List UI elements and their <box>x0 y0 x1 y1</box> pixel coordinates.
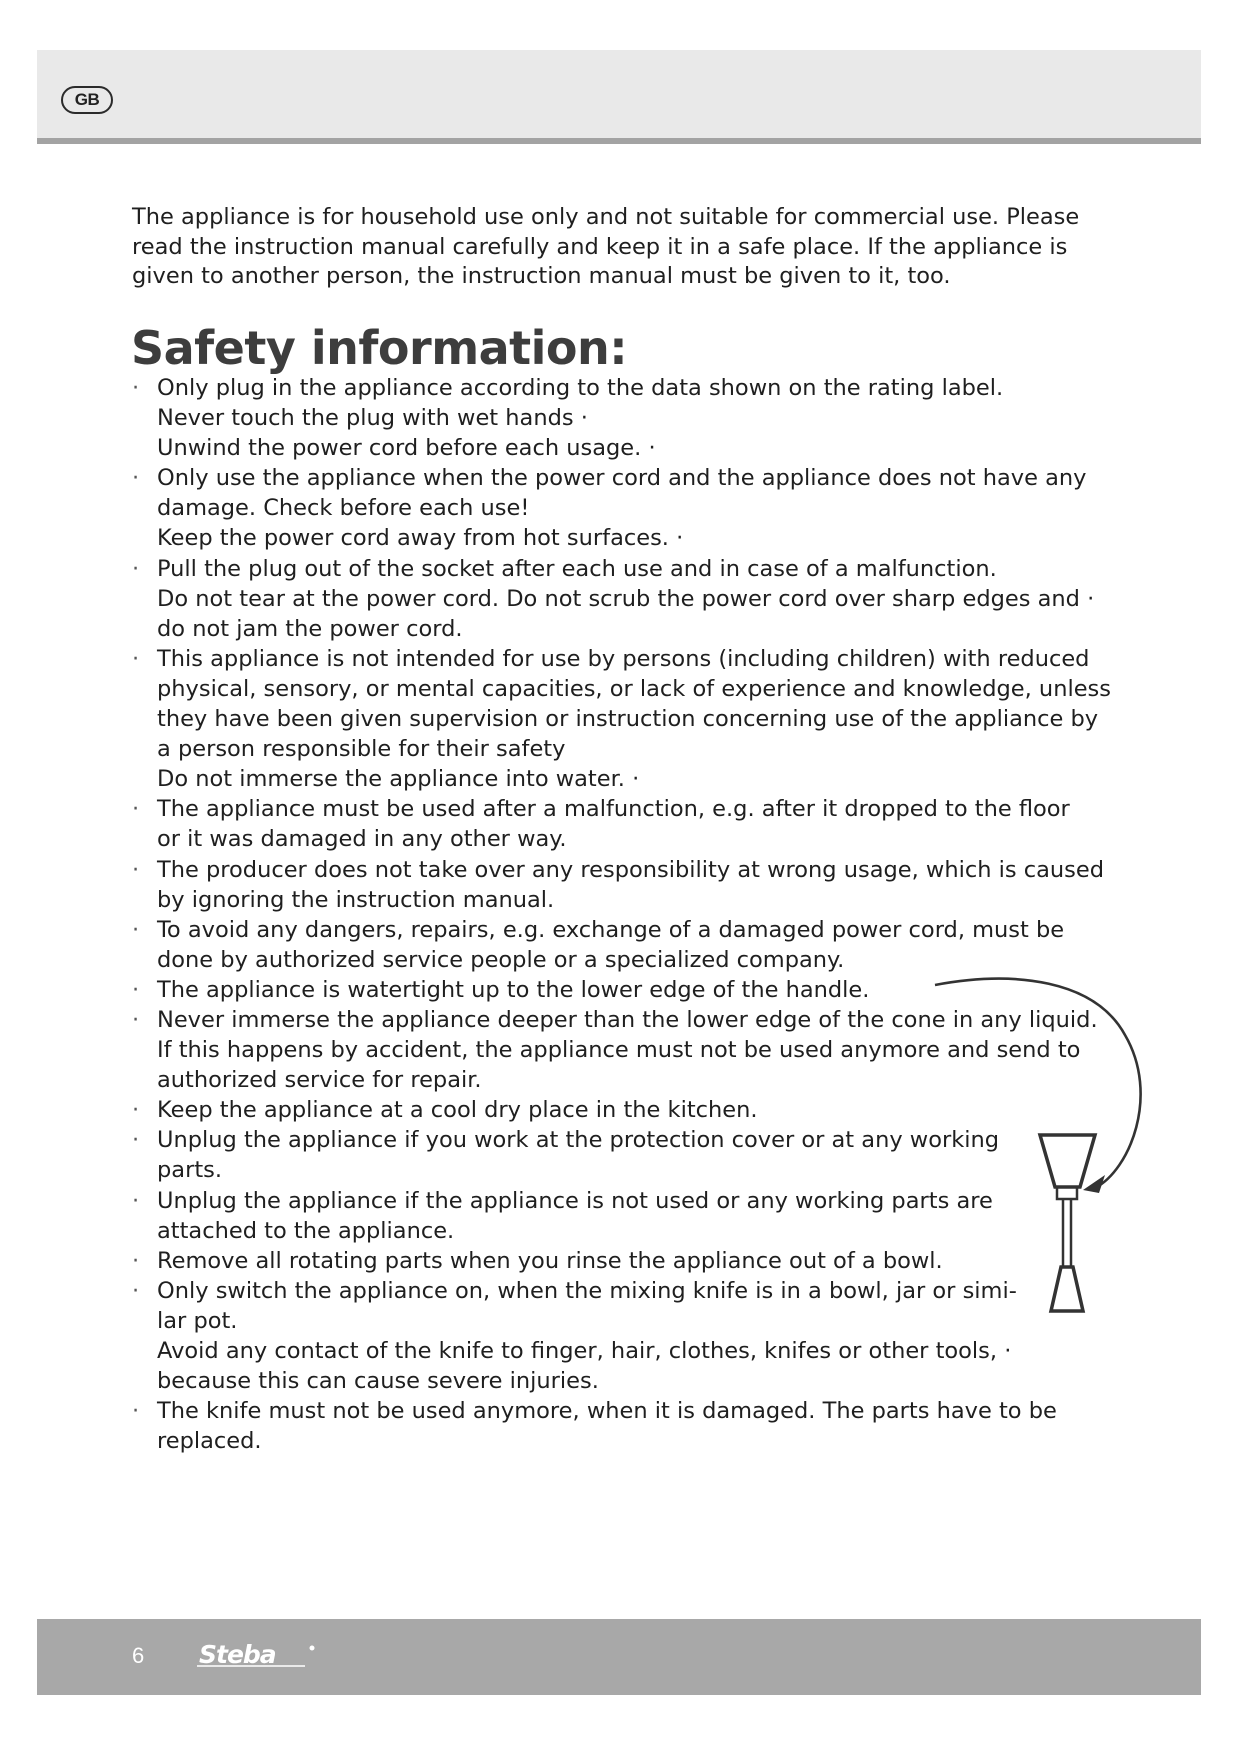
safety-text: a person responsible for their safety <box>157 736 566 763</box>
arrow-head-icon <box>1083 1175 1105 1193</box>
bullet-marker: · <box>132 796 140 823</box>
steba-logo <box>195 1639 325 1673</box>
bullet-marker: · <box>132 916 140 943</box>
safety-text: parts. <box>157 1157 223 1184</box>
safety-line <box>128 493 1138 523</box>
safety-text: Do not immerse the appliance into water. · <box>157 766 640 793</box>
safety-line <box>128 584 1138 614</box>
safety-text: If this happens by accident, the appliance must not be used anymore and send to <box>157 1037 1081 1064</box>
safety-line <box>128 1366 1138 1396</box>
safety-text: Only plug in the appliance according to the data shown on the rating label. <box>157 375 1004 401</box>
page-footer <box>37 1619 1201 1695</box>
safety-line <box>128 915 1138 945</box>
safety-text: Do not tear at the power cord. Do not scrub the power cord over sharp edges and · <box>157 585 1095 612</box>
safety-text: Keep the appliance at a cool dry place in the kitchen. <box>157 1097 758 1124</box>
hand-blender-figure <box>925 975 1145 1315</box>
safety-text: Avoid any contact of the knife to finger, hair, clothes, knifes or other tools, · <box>157 1338 1012 1364</box>
safety-line <box>128 463 1138 493</box>
bullet-marker: · <box>132 1097 140 1124</box>
bullet-marker: · <box>132 555 140 582</box>
safety-line <box>128 764 1138 794</box>
safety-text: replaced. <box>157 1428 262 1455</box>
safety-line <box>128 644 1138 674</box>
intro-line: The appliance is for household use only and not suitable for commercial use. Please <box>132 204 1080 230</box>
safety-text: lar pot. <box>157 1307 238 1334</box>
safety-line <box>128 523 1138 553</box>
safety-text: The appliance is watertight up to the lower edge of the handle. <box>157 976 870 1003</box>
safety-text: physical, sensory, or mental capacities, or lack of experience and knowledge, unless <box>157 675 1111 702</box>
language-badge: GB <box>61 86 113 114</box>
bullet-marker: · <box>132 375 140 401</box>
safety-text: do not jam the power cord. <box>157 615 463 642</box>
safety-text: or it was damaged in any other way. <box>157 826 567 853</box>
safety-text: The appliance must be used after a malfunction, e.g. after it dropped to the floor <box>157 796 1070 823</box>
blender-cone <box>1040 1135 1095 1187</box>
blender-neck <box>1057 1187 1077 1199</box>
safety-text: damage. Check before each use! <box>157 495 530 522</box>
safety-line <box>128 734 1138 764</box>
bullet-marker: · <box>132 1247 140 1274</box>
safety-text: done by authorized service people or a specialized company. <box>157 946 845 973</box>
bullet-marker: · <box>132 856 140 883</box>
safety-text: Unplug the appliance if you work at the protection cover or at any working <box>157 1127 1000 1154</box>
bullet-marker: · <box>132 645 140 672</box>
safety-text: they have been given supervision or instruction concerning use of the appliance by <box>157 706 1099 733</box>
safety-line <box>128 1396 1138 1426</box>
safety-text: Unwind the power cord before each usage. · <box>157 435 656 462</box>
safety-line <box>128 945 1138 975</box>
safety-text: Only use the appliance when the power cord and the appliance does not have any <box>157 465 1087 492</box>
safety-line <box>128 1426 1138 1456</box>
safety-line <box>128 554 1138 584</box>
blender-bell <box>1051 1267 1083 1311</box>
safety-line <box>128 855 1138 885</box>
page-header <box>37 50 1201 144</box>
intro-line: given to another person, the instruction manual must be given to it, too. <box>132 263 951 289</box>
safety-text: This appliance is not intended for use by persons (including children) with reduced <box>157 645 1090 672</box>
safety-text: by ignoring the instruction manual. <box>157 886 555 913</box>
safety-line <box>128 674 1138 704</box>
bullet-marker: · <box>132 465 140 492</box>
safety-text: attached to the appliance. <box>157 1217 455 1244</box>
safety-text: Unplug the appliance if the appliance is not used or any working parts are <box>157 1187 993 1214</box>
bullet-marker: · <box>132 1006 140 1033</box>
page-number: 6 <box>132 1643 145 1668</box>
safety-text: authorized service for repair. <box>157 1067 482 1094</box>
intro-line: read the instruction manual carefully and keep it in a safe place. If the appliance is <box>132 233 1068 260</box>
safety-line <box>128 824 1138 854</box>
logo-wordmark: Steba <box>199 1640 276 1669</box>
intro-paragraph <box>132 203 1112 292</box>
safety-text: To avoid any dangers, repairs, e.g. exchange of a damaged power cord, must be <box>157 916 1065 943</box>
safety-text: Never immerse the appliance deeper than the lower edge of the cone in any liquid. <box>157 1006 1098 1033</box>
safety-line <box>128 403 1138 433</box>
bullet-marker: · <box>132 1187 140 1214</box>
safety-text: because this can cause severe injuries. <box>157 1368 599 1395</box>
section-heading: Safety information: <box>131 321 628 375</box>
safety-line <box>128 614 1138 644</box>
safety-text: Pull the plug out of the socket after each use and in case of a malfunction. <box>157 555 997 582</box>
bullet-marker: · <box>132 1277 140 1304</box>
safety-text: The knife must not be used anymore, when it is damaged. The parts have to be <box>157 1398 1057 1425</box>
safety-line <box>128 373 1138 403</box>
safety-text: Only switch the appliance on, when the mixing knife is in a bowl, jar or simi- <box>157 1277 1017 1304</box>
bullet-marker: · <box>132 976 140 1003</box>
safety-text: The producer does not take over any responsibility at wrong usage, which is caused <box>157 856 1104 883</box>
bullet-marker: · <box>132 1398 140 1425</box>
safety-line <box>128 704 1138 734</box>
safety-text: Never touch the plug with wet hands · <box>157 405 588 432</box>
safety-text: Remove all rotating parts when you rinse the appliance out of a bowl. <box>157 1247 943 1274</box>
safety-line <box>128 433 1138 463</box>
immersion-arrow <box>935 979 1141 1188</box>
safety-line <box>128 794 1138 824</box>
safety-text: Keep the power cord away from hot surfaces. · <box>157 525 684 552</box>
safety-line <box>128 885 1138 915</box>
safety-line <box>128 1336 1138 1366</box>
bullet-marker: · <box>132 1127 140 1154</box>
